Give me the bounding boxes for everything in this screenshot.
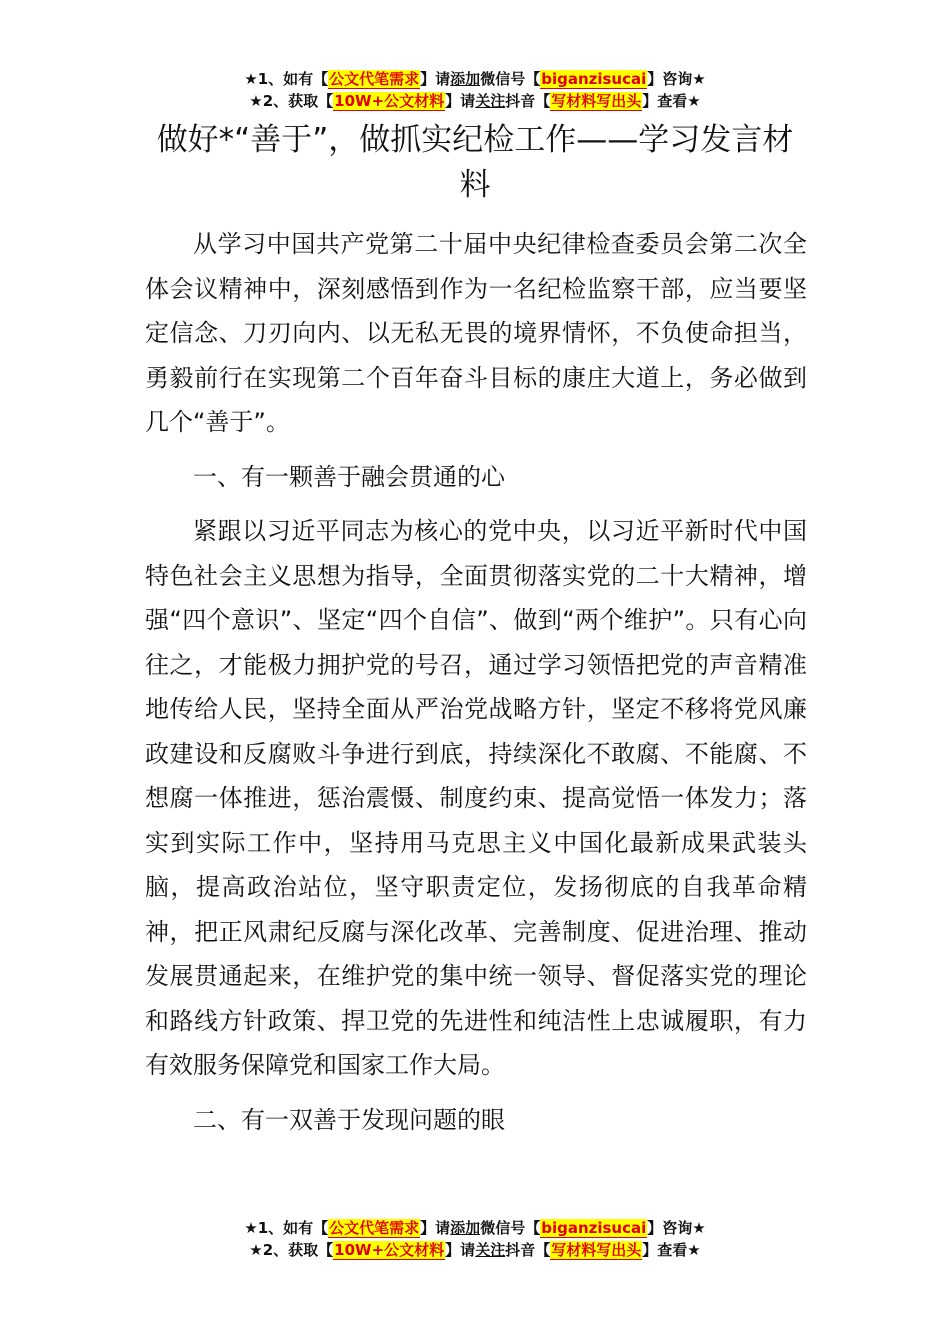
banner-text: 微信号【 (480, 1219, 541, 1237)
highlight-service: 公文代笔需求 (329, 1219, 420, 1237)
star-icon: ★ (692, 1219, 706, 1237)
banner-text: 抖音【 (505, 92, 551, 110)
star-icon: ★ (687, 92, 701, 110)
banner-text: 】咨询 (647, 1219, 693, 1237)
highlight-douyin: 写材料写出头 (551, 92, 642, 110)
banner-text: 微信号【 (480, 70, 541, 88)
section-1-paragraph: 紧跟以习近平同志为核心的党中央，以习近平新时代中国特色社会主义思想为指导，全面贯彻落实党的二十大精神，增强“四个意识”、坚定“四个自信”、做到“两个维护”。只有心向往之，才能极力拥护党的号召，通过学习领悟把党的声音精准地传给人民，坚持全面从严治党战略方针，坚定不移将党风廉政建设和反腐败斗争进行到底，持续深化不敢腐、不能腐、不想腐一体推进，惩治震慑、制度约束、提高觉悟一体发力；落实到实际工作中，坚持用马克思主义中国化最新成果武装头脑，提高政治站位，坚守职责定位，发扬彻底的自我革命精神，把正风肃纪反腐与深化改革、完善制度、促进治理、推动发展贯通起来，在维护党的集中统一领导、督促落实党的理论和路线方针政策、捍卫党的先进性和纯洁性上忠诚履职，有力有效服务保障党和国家工作大局。 (145, 517, 807, 1079)
banner-text: 】查看 (642, 1241, 688, 1259)
banner-text: 】请 (445, 92, 476, 110)
section-2-heading: 二、有一双善于发现问题的眼 (193, 1105, 505, 1134)
star-icon: ★ (687, 1241, 701, 1259)
highlight-wechat-id: biganzisucai (541, 70, 647, 88)
banner-line-2 (0, 90, 950, 112)
banner-text: 】查看 (642, 92, 688, 110)
document-body (145, 222, 807, 1152)
star-icon: ★ (244, 70, 258, 88)
banner-text: 】请 (420, 1219, 451, 1237)
banner-text: 1、如有【 (257, 1219, 329, 1237)
highlight-materials: 10W+公文材料 (334, 92, 445, 110)
banner-text: 2、获取【 (262, 92, 334, 110)
banner-underlined-text: 添加 (450, 1219, 481, 1237)
highlight-wechat-id: biganzisucai (541, 1219, 647, 1237)
highlight-materials: 10W+公文材料 (334, 1241, 445, 1259)
star-icon: ★ (692, 70, 706, 88)
star-icon: ★ (249, 92, 263, 110)
banner-text: 抖音【 (505, 1241, 551, 1259)
banner-line-1 (0, 68, 950, 90)
top-banner (0, 68, 950, 112)
banner-text: 】咨询 (647, 70, 693, 88)
banner-line-2 (0, 1239, 950, 1261)
banner-underlined-text: 添加 (450, 70, 481, 88)
banner-line-1 (0, 1217, 950, 1239)
banner-text: 】请 (445, 1241, 476, 1259)
section-1-heading: 一、有一颗善于融会贯通的心 (193, 462, 505, 491)
document-title: 做好*“善于”，做抓实纪检工作——学习发言材料 (156, 122, 794, 203)
bottom-banner (0, 1217, 950, 1261)
intro-paragraph: 从学习中国共产党第二十届中央纪律检查委员会第二次全体会议精神中，深刻感悟到作为一名纪检监察干部，应当要坚定信念、刀刃向内、以无私无畏的境界情怀，不负使命担当，勇毅前行在实现第二个百年奋斗目标的康庄大道上，务必做到几个“善于”。 (145, 230, 807, 436)
banner-underlined-text: 关注 (475, 92, 506, 110)
star-icon: ★ (249, 1241, 263, 1259)
banner-text: 1、如有【 (257, 70, 329, 88)
star-icon: ★ (244, 1219, 258, 1237)
banner-underlined-text: 关注 (475, 1241, 506, 1259)
banner-text: 】请 (420, 70, 451, 88)
highlight-douyin: 写材料写出头 (551, 1241, 642, 1259)
highlight-service: 公文代笔需求 (329, 70, 420, 88)
banner-text: 2、获取【 (262, 1241, 334, 1259)
